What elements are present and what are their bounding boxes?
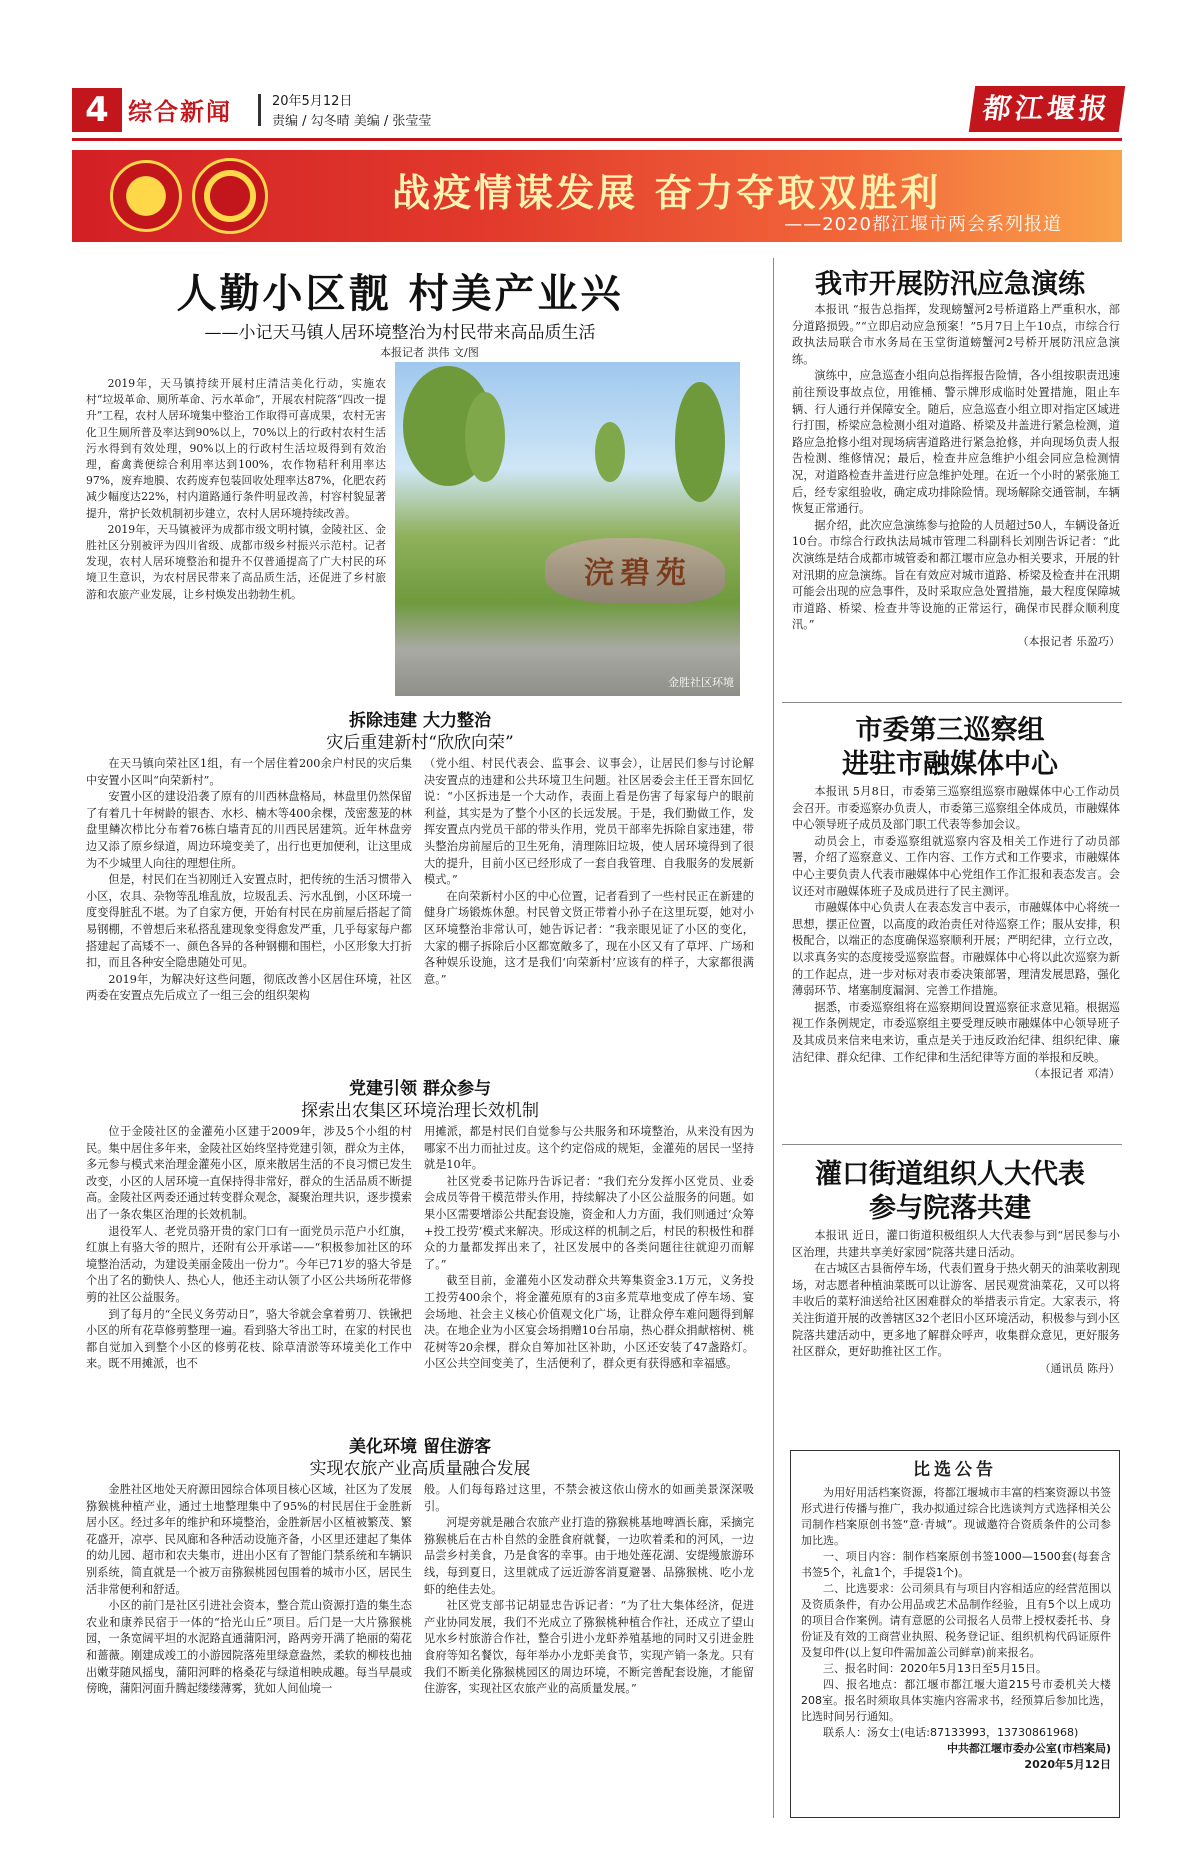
paragraph: 社区党委书记陈丹告诉记者：“我们充分发挥小区党员、业委会成员等骨干模范带头作用，持续解决了小区公益服务的问题。如果小区需要增添公共配套设施，资金和人力方面，我们则通过‘众筹+投工投劳’模式来解决。形成这样的机制之后，村民的积极性和群众的力量都发挥出来了，社区发展中的各类问题往往就迎刃而解了。”: [424, 1174, 754, 1271]
paragraph: 一、项目内容：制作档案原创书签1000—1500套(每套含书签5个，礼盒1个，手提袋1个)。: [801, 1550, 1111, 1579]
newspaper-logo: 都江堰报: [969, 86, 1125, 132]
issue-date: 20年5月12日: [272, 94, 353, 109]
paragraph: 金胜社区地处天府源田园综合体项目核心区域，社区为了发展猕猴桃种植产业，通过土地整理集中了95%的村民居住于金胜新居小区。经过多年的维护和环境整治，金胜新居小区植被繁茂、繁花盛开，凉亭、民风廊和各种活动设施齐备，小区里还建起了集体的幼儿园、超市和农夫集市，进出小区有了智能门禁系统和车辆识别系统，简直就是一个被万亩猕猴桃园包围着的城市小区，居民生活非常便利和舒适。: [86, 1483, 412, 1596]
inspection-headline-1: 市委第三巡察组: [855, 715, 1045, 746]
column-rule: [773, 258, 774, 1818]
paragraph: 二、比选要求：公司须具有与项目内容相适应的经营范围以及资质条件，有办公用品或艺术品制作经验，且有5个以上成功的项目合作案例。请有意愿的公司报名人员带上授权委托书、身份证及有效的工商营业执照、税务登记证、组织机构代码证原件及复印件(以上复印件需加盖公司鲜章)前来报名。: [801, 1582, 1111, 1659]
paragraph: 市融媒体中心负责人在表态发言中表示，市融媒体中心将统一思想，摆正位置，以高度的政治责任对待巡察工作；服从安排，积极配合，以端正的态度确保巡察顺利开展；严明纪律，立行立改，以求真务实的态度接受巡察监督。市融媒体中心将以此次巡察为新的工作起点，进一步对标对表市委决策部署，理清发展思路，强化薄弱环节、堵塞制度漏洞、完善工作措施。: [792, 901, 1120, 998]
drill-headline: 我市开展防汛应急演练: [815, 269, 1085, 300]
paragraph: 三、报名时间：2020年5月13日至5月15日。: [823, 1662, 1047, 1675]
editors: 责编 / 勾冬晴 美编 / 张莹莹: [272, 114, 432, 129]
section1-col1: [86, 756, 412, 1005]
cppcc-emblem-icon: [192, 158, 268, 234]
section-name: 综合新闻: [128, 98, 232, 126]
deputies-headline-1: 灌口街道组织人大代表: [815, 1159, 1085, 1190]
lead-byline: 本报记者 洪伟 文/图: [380, 346, 479, 359]
notice-issuer: 中共都江堰市委办公室(市档案局): [946, 1742, 1111, 1755]
paragraph: 安置小区的建设沿袭了原有的川西林盘格局，林盘里仍然保留了有着几十年树龄的银杏、水杉、楠木等400余棵，茂密葱茏的林盘里鳞次栉比分布着76栋白墙青瓦的川西民居建筑。近年林盘旁边又添了原乡绿道，周边环境变美了，出行也更加便利，让这里成为不少城里人向往的理想住所。: [86, 790, 412, 870]
section2-col2: [424, 1124, 754, 1373]
paragraph: 本报讯 “报告总指挥，发现螃蟹河2号桥道路上严重积水，部分道路损毁。”“立即启动应急预案！”5月7日上午10点，市综合行政执法局联合市水务局在玉堂街道螃蟹河2号桥开展防汛应急演练。: [792, 303, 1120, 366]
paragraph: 四、报名地点：都江堰市都江堰大道215号市委机关大楼208室。报名时须取具体实施内容需求书，经预算后参加比选，比选时间另行通知。: [801, 1678, 1111, 1723]
lead-subheadline: ——小记天马镇人居环境整治为村民带来高品质生活: [204, 323, 596, 343]
deputies-headline-2: 参与院落共建: [869, 1193, 1031, 1224]
stone-sign-text: 浣碧苑: [584, 556, 692, 591]
section1-col2: [424, 756, 754, 988]
section3-heading: 美化环境 留住游客: [349, 1437, 491, 1457]
paragraph: 2019年，天马镇持续开展村庄清洁美化行动，实施农村“垃圾革命、厕所革命、污水革命”，开展农村院落“四改一提升”工程，农村人居环境集中整治工作取得可喜成果，农村无害化卫生厕所普及率达到90%以上，70%以上的行政村农村生活污水得到有效处理，90%以上的行政村生活垃圾得到有效治理，畜禽粪便综合利用率达到100%，农作物秸秆利用率达97%，废弃地膜、农药废弃包装回收处理率达87%，化肥农药减少幅度达22%，村内道路通行条件明显改善，村容村貌显著提升，常护长效机制初步建立，农村人居环境持续改善。: [86, 377, 386, 520]
paragraph: 用摊派，都是村民们自觉参与公共服务和环境整治，从来没有因为哪家不出力而扯过皮。这个约定俗成的规矩，金灌苑的居民一坚持就是10年。: [424, 1125, 754, 1172]
deputies-body: [792, 1228, 1120, 1377]
paragraph: 本报讯 近日，灌口街道积极组织人大代表参与到“居民参与小区治理，共建共享美好家园”院落共建日活动。: [792, 1229, 1120, 1259]
lead-headline: 人勤小区靓 村美产业兴: [176, 270, 624, 317]
lead-intro: [86, 376, 386, 603]
inspection-credit: （本报记者 邓清）: [1028, 1067, 1120, 1081]
national-emblem-icon: [110, 160, 182, 232]
paragraph: 据介绍，此次应急演练参与抢险的人员超过50人，车辆设备近10台。市综合行政执法局城市管理二科副科长刘刚告诉记者：“此次演练是结合成都市城管委和都江堰市应急办相关要求，开展的针对汛期的应急演练。旨在有效应对城市道路、桥梁及检查井在汛期可能会出现的应急事件，及时采取应急处置措施，最大程度保障城市道路、桥梁、检查井等设施的正常运行，确保市民群众顺利度汛。”: [792, 518, 1120, 632]
paragraph: 到了每月的“全民义务劳动日”，骆大爷就会拿着剪刀、铁锹把小区的所有花草修剪整理一遍。看到骆大爷出工时，在家的村民也都自觉加入到整个小区的修剪花枝、除草清淤等环境美化工作中来。既不用摊派，也不: [86, 1307, 412, 1371]
drill-credit: （本报记者 乐盈巧）: [1017, 634, 1120, 648]
deputies-credit: （通讯员 陈丹）: [1039, 1361, 1120, 1375]
paragraph: 河堤旁就是融合农旅产业打造的猕猴桃基地啤酒长廊，采摘完猕猴桃后在古朴自然的金胜食府就餐，一边吹着柔和的河风，一边品尝乡村美食，乃是食客的幸事。由于地处莲花湖、安缇缦旅游环线，每到夏日，这里就成了远近游客消夏避暑、品猕猴桃、吃小龙虾的绝佳去处。: [424, 1516, 754, 1596]
divider: [782, 702, 1122, 703]
section1-heading: 拆除违建 大力整治: [349, 711, 491, 731]
paragraph: 但是，村民们在当初刚迁入安置点时，把传统的生活习惯带入小区，农具、杂物等乱堆乱放，垃圾乱丢、污水乱倒，小区环境一度变得脏乱不堪。为了自家方便，开始有村民在房前屋后搭起了简易钢棚，不曾想后来私搭乱建现象变得愈发严重，几乎每家每户都搭建起了高矮不一、颜色各异的各种钢棚和围栏，小区形象大打折扣，而且各种安全隐患随处可见。: [86, 873, 412, 970]
paragraph: （党小组、村民代表会、监事会、议事会），让居民们参与讨论解决安置点的违建和公共环境卫生问题。社区居委会主任王晋东回忆说：“小区拆违是一个大动作，表面上看是伤害了每家每户的眼前利益，其实是为了整个小区的长远发展。于是，我们勤做工作，发挥安置点内党员干部的带头作用，党员干部率先拆除自家违建，带头整治房前屋后的卫生死角，清理陈旧垃圾，使人居环境得到了很大的提升，目前小区已经形成了一套自我管理、自我服务的发展新模式。”: [424, 757, 754, 887]
section3-col2: [424, 1482, 754, 1698]
paragraph: 2019年，天马镇被评为成都市级文明村镇，金陵社区、金胜社区分别被评为四川省级、成都市级乡村振兴示范村。记者发现，农村人居环境整治和提升不仅普通提高了广大村民的环境卫生意识，为农村居民带来了高品质生活，还促进了乡村旅游和农旅产业发展，让乡村焕发出勃勃生机。: [86, 522, 386, 601]
paragraph: 2019年，为解决好这些问题，彻底改善小区居住环境，社区两委在安置点先后成立了一组三会的组织架构: [86, 972, 412, 1003]
banner: [72, 150, 1122, 242]
drill-body: [792, 302, 1120, 650]
lead-photo: [395, 362, 740, 696]
paragraph: 退役军人、老党员骆开贵的家门口有一面党员示范户小红旗，红旗上有骆大爷的照片，还附有公开承诺——“积极参加社区的环境整治活动，为建设美丽金陵出一份力”。今年已71岁的骆大爷是个出了名的勤快人、热心人，他还主动认领了小区公共场所花带修剪的社区公益服务。: [86, 1224, 412, 1304]
paragraph: 联系人：汤女士(电话:87133993，13730861968): [823, 1726, 1079, 1739]
divider: [782, 1144, 1122, 1145]
section2-col1: [86, 1124, 412, 1373]
header-divider: [258, 94, 261, 126]
notice-title: 比选公告: [913, 1460, 997, 1480]
paragraph: 在向荣新村小区的中心位置，记者看到了一些村民正在新建的健身广场锻炼休憩。村民曾文贤正带着小孙子在这里玩耍，她对小区环境整治非常认可，她告诉记者：“我亲眼见证了小区的变化，大家的棚子拆除后小区都宽敞多了，现在小区又有了草坪、广场和各种娱乐设施，这才是我们‘向荣新村’应该有的样子，大家都很满意。”: [424, 889, 754, 986]
paragraph: 截至目前，金灌苑小区发动群众共筹集资金3.1万元，义务投工投劳400余个，将金灌苑原有的3亩多荒草地变成了停车场、宴会场地、社会主义核心价值观文化广场，让群众停车难问题得到解决。在地企业为小区宴会场捐赠10台吊扇，热心群众捐献榕树、桃花树等20余棵，群众自筹加社区补助，小区还安装了47盏路灯。小区公共空间变美了，生活便利了，群众更有获得感和幸福感。: [424, 1274, 754, 1371]
paragraph: 般。人们每每路过这里，不禁会被这依山傍水的如画美景深深吸引。: [424, 1483, 754, 1513]
bidding-notice: [790, 1450, 1120, 1818]
notice-date: 2020年5月12日: [1024, 1758, 1111, 1771]
tree-icon: [675, 382, 725, 502]
paragraph: 位于金陵社区的金灌苑小区建于2009年，涉及5个小组的村民。集中居住多年来，金陵社区始终坚持党建引领，群众为主体，多元参与模式来治理金灌苑小区，原来散居生活的不良习惯已发生改变，小区的人居环境一直保持得非常好，群众的生活品质不断提高。金陵社区两委还通过转变群众观念，凝聚治理共识，逐步摸索出了一条农集区治理的长效机制。: [86, 1125, 412, 1221]
section3-col1: [86, 1482, 412, 1698]
inspection-headline-2: 进驻市融媒体中心: [842, 749, 1058, 780]
page-header: [72, 86, 1122, 134]
paragraph: 动员会上，市委巡察组就巡察内容及相关工作进行了动员部署，介绍了巡察意义、工作内容、工作方式和工作要求，市融媒体中心主要负责人代表市融媒体中心党组作工作汇报和表态发言。会议还对市融媒体班子及成员进行了民主测评。: [792, 834, 1120, 898]
tree-icon: [465, 392, 505, 482]
section3-subheading: 实现农旅产业高质量融合发展: [309, 1459, 531, 1479]
header-rule: [72, 138, 1122, 141]
section2-subheading: 探索出农集区环境治理长效机制: [301, 1101, 539, 1121]
inspection-body: [792, 784, 1120, 1083]
paragraph: 本报讯 5月8日，市委第三巡察组巡察市融媒体中心工作动员会召开。市委巡察办负责人，市委第三巡察组全体成员，市融媒体中心领导班子成员及部门职工代表等参加会议。: [792, 785, 1120, 832]
section1-subheading: 灾后重建新村“欣欣向荣”: [326, 733, 514, 753]
page-number: 4: [72, 88, 122, 132]
banner-subtitle: ——2020都江堰市两会系列报道: [784, 214, 1062, 235]
photo-caption: 金胜社区环境: [668, 676, 734, 689]
notice-body: [801, 1485, 1111, 1773]
paragraph: 在天马镇向荣社区1组，有一个居住着200余户村民的灾后集中安置小区叫“向荣新村”。: [86, 757, 412, 787]
paragraph: 社区党支部书记胡显忠告诉记者：“为了壮大集体经济，促进产业协同发展，我们不光成立了猕猴桃种植合作社，还成立了望山见水乡村旅游合作社，整合引进小龙虾养殖基地的同时又引进金胜食府等知名餐饮，每年举办小龙虾美食节，实现产销一条龙。只有我们不断美化猕猴桃园区的周边环境，不断完善配套设施，才能留住游客，实现社区农旅产业的高质量发展。”: [424, 1599, 754, 1696]
paragraph: 演练中，应急巡查小组向总指挥报告险情，各小组按职责迅速前往预设事故点位，用锥桶、警示牌形成临时处置措施，阻止车辆、行人通行并保障安全。随后，应急巡查小组立即对指定区域进行打围，桥梁应急检测小组对道路、桥梁及井盖进行紧急检测，道路应急抢修小组对现场病害道路进行紧急抢修，并向现场负责人报告检测、维修情况；最后，检查井应急维护小组会同应急检测情况，对道路检查井盖进行应急维护处理。在近一个小时的紧张施工后，经专家组验收，确定成功排除险情。现场解除交通管制，车辆恢复正常通行。: [792, 369, 1120, 516]
paragraph: 在古城区古县衙停车场，代表们置身于热火朝天的油菜收割现场，对志愿者种植油菜既可以让游客、居民观赏油菜花，又可以将丰收后的菜籽油送给社区困难群众的举措表示肯定。大家表示，将关注街道开展的改善辖区32个老旧小区环境活动，积极参与到小区院落共建活动中，更多地了解群众呼声，收集群众意见，更好服务社区群众，更好助推社区工作。: [792, 1262, 1120, 1359]
banner-title: 战疫情谋发展 奋力夺取双胜利: [392, 171, 942, 215]
paragraph: 据悉，市委巡察组将在巡察期间设置巡察征求意见箱。根据巡视工作条例规定，市委巡察组主要受理反映市融媒体中心领导班子及其成员来信来电来访，重点是关于违反政治纪律、组织纪律、廉洁纪律、群众纪律、工作纪律和生活纪律等方面的举报和反映。: [792, 1000, 1120, 1064]
section2-heading: 党建引领 群众参与: [349, 1079, 491, 1099]
paragraph: 小区的前门是社区引进社会资本，整合荒山资源打造的集生态农业和康养民宿于一体的“拾光山丘”项目。后门是一大片猕猴桃园，一条宽阔平坦的水泥路直通蒲阳河，路两旁开满了艳丽的菊花和蔷薇。刚建成竣工的小游园院落苑里绿意盎然，柔软的柳枝也抽出嫩芽随风摇曳，蒲阳河畔的格桑花与绿道相映成趣。每当早晨或傍晚，蒲阳河面升腾起缕缕薄雾，犹如人间仙境一: [86, 1599, 412, 1696]
paragraph: 为用好用活档案资源，将都江堰城市丰富的档案资源以书签形式进行传播与推广，我办拟通过综合比选谈判方式选择相关公司制作档案原创书签“意·青城”。现诚邀符合资质条件的公司参加比选。: [801, 1486, 1111, 1547]
tree-icon: [595, 422, 625, 482]
